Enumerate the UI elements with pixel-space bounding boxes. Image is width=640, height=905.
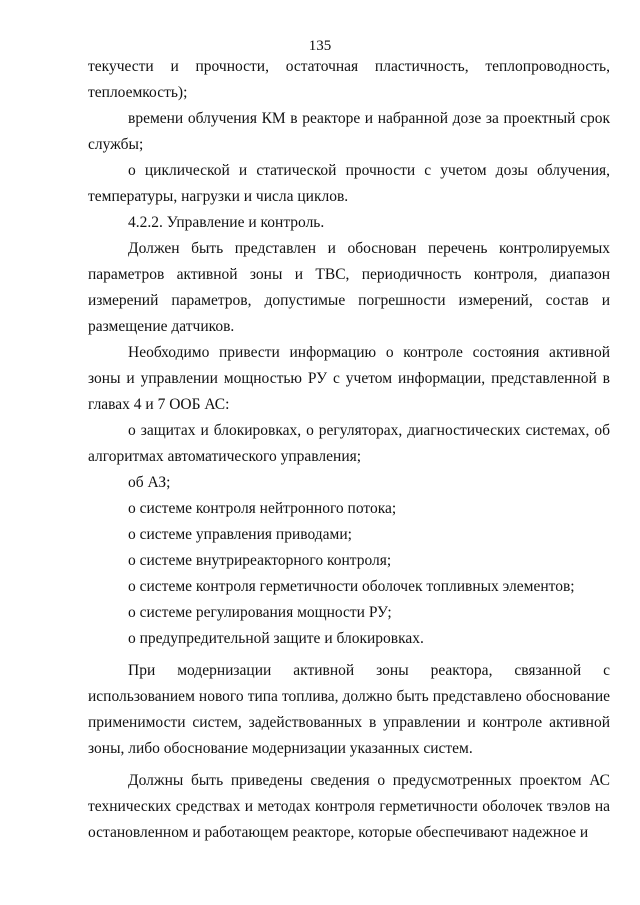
list-item: о системе контроля нейтронного потока;: [128, 500, 397, 517]
paragraph-1: текучести и прочности, остаточная пластичность, теплопроводность, теплоемкость);: [88, 58, 610, 101]
body-text: [88, 54, 610, 846]
paragraph-6: Необходимо привести информацию о контроле состояния активной зоны и управлении мощностью РУ с учетом информации, представленной в главах 4 и 7 ООБ АС:: [88, 344, 610, 413]
paragraph-3: о циклической и статической прочности с учетом дозы облучения, температуры, нагрузки и числа циклов.: [88, 162, 610, 205]
list-item: о защитах и блокировках, о регуляторах, диагностических системах, об алгоритмах автоматического управления;: [88, 422, 610, 465]
section-heading: 4.2.2. Управление и контроль.: [128, 214, 325, 231]
list-item: об АЗ;: [128, 474, 171, 491]
list-item: о системе контроля герметичности оболочек топливных элементов;: [128, 578, 575, 595]
paragraph-16: Должны быть приведены сведения о предусмотренных проектом АС технических средствах и методах контроля герметичности оболочек твэлов на остановленном и работающем реакторе, которые обеспечивают надежное и: [88, 772, 610, 841]
paragraph-5: Должен быть представлен и обоснован перечень контролируемых параметров активной зоны и ТВС, периодичность контроля, диапазон измерений параметров, допустимые погрешности измерений, состав и размещение датчиков.: [88, 240, 610, 335]
list-item: о системе внутриреакторного контроля;: [128, 552, 392, 569]
list-item: о системе управления приводами;: [128, 526, 352, 543]
paragraph-15: При модернизации активной зоны реактора, связанной с использованием нового типа топлива, должно быть представлено обоснование применимости систем, задействованных в управлении и контроле активной зоны, либо обоснование модернизации указанных систем.: [88, 662, 610, 757]
paragraph-2: времени облучения КМ в реакторе и набранной дозе за проектный срок службы;: [88, 110, 610, 153]
page-number: 135: [308, 38, 332, 54]
list-item: о системе регулирования мощности РУ;: [128, 604, 392, 621]
list-item: о предупредительной защите и блокировках.: [128, 630, 424, 647]
